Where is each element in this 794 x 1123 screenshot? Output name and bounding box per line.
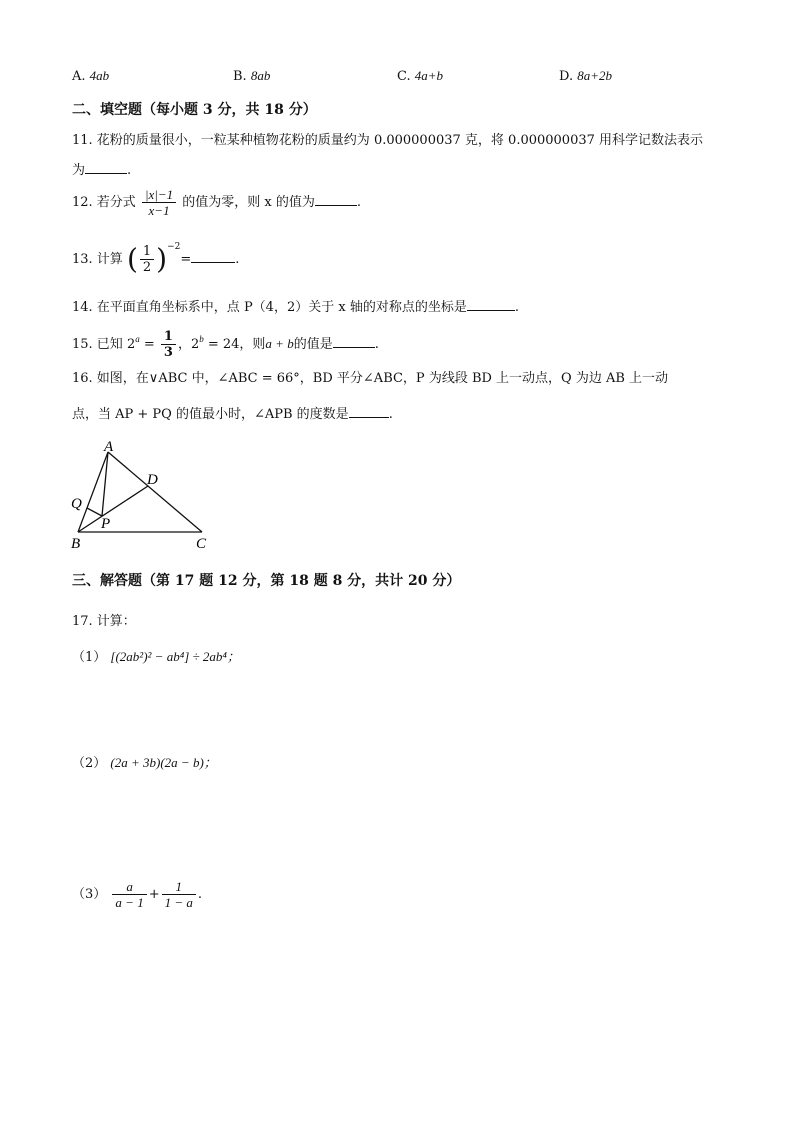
- q17-p3-f1-den: a − 1: [115, 895, 144, 910]
- q17-p3-f2-den: 1 − a: [164, 895, 193, 910]
- q12-fraction-den: x−1: [148, 203, 170, 218]
- q12-prefix: 12. 若分式: [72, 195, 136, 210]
- q17-p1-expr: [(2ab²)² − ab⁴] ÷ 2ab⁴；: [110, 649, 240, 664]
- q17-part1: [72, 650, 240, 664]
- label-a: A: [104, 440, 114, 455]
- q17-p3-plus: +: [148, 887, 160, 902]
- option-a: [72, 69, 109, 83]
- q16-line2-text: 点，当 AP + PQ 的值最小时，∠APB 的度数是: [72, 407, 349, 422]
- section-3-title: 三、解答题（第 17 题 12 分，第 18 题 8 分，共计 20 分）: [72, 573, 461, 589]
- q15-eq1: =: [139, 337, 159, 352]
- q15-eq2: = 24，则: [203, 337, 266, 352]
- option-a-letter: A.: [72, 69, 86, 84]
- q15-fraction-den: 3: [163, 345, 173, 360]
- q17-p2-label: （2）: [72, 756, 107, 771]
- label-q: Q: [71, 496, 82, 512]
- section-2-title: 二、填空题（每小题 3 分，共 18 分）: [72, 102, 317, 118]
- q17-p3-f2-num: 1: [162, 880, 196, 895]
- q15: 15. 已知 $2^a$ = $\frac{1}{3}$ ，$2^b = 24$，则a + b的值是 .: [72, 329, 379, 360]
- answer-blank: [191, 261, 235, 263]
- answer-blank: [85, 172, 127, 174]
- q15-suffix: 的值是: [293, 337, 333, 352]
- edge-ac: [108, 452, 202, 532]
- answer-blank: [315, 204, 357, 206]
- option-c-text: 4a+b: [414, 68, 444, 83]
- answer-blank: [333, 346, 375, 348]
- q12-fraction-num: |x|−1: [142, 188, 176, 203]
- q15-fraction-num: 1: [161, 330, 176, 345]
- q14: 14. 在平面直角坐标系中，点 P（4，2）关于 x 轴的对称点的坐标是 .: [72, 300, 519, 315]
- q17-title: 17. 计算：: [72, 614, 136, 629]
- q17-p3-end: .: [197, 887, 203, 902]
- q13-fraction: [140, 245, 154, 274]
- q17-part3: [72, 880, 202, 909]
- answer-blank: [467, 309, 515, 311]
- option-d-letter: D.: [559, 69, 574, 84]
- q12-fraction: [142, 188, 176, 217]
- q11-line2: 为 .: [72, 163, 132, 178]
- q16-line2: 点，当 AP + PQ 的值最小时，∠APB 的度数是 .: [72, 407, 393, 422]
- label-b: B: [71, 536, 81, 552]
- q17-part2: [72, 756, 217, 770]
- q15-exp-a: a: [135, 334, 140, 344]
- option-b: [233, 69, 270, 83]
- label-p: P: [101, 516, 111, 532]
- q16-line1: 16. 如图，在∨ABC 中，∠ABC = 66°，BD 平分∠ABC，P 为线段 BD 上一动点，Q 为边 AB 上一动: [72, 371, 669, 386]
- q17-p3-fraction1: [112, 880, 146, 909]
- q17-p3-label: （3）: [72, 887, 107, 902]
- q15-fraction: [161, 330, 176, 359]
- q13-fraction-den: 2: [142, 260, 152, 275]
- q17-p3-fraction2: [162, 880, 196, 909]
- option-b-letter: B.: [233, 69, 247, 84]
- q12-suffix: 的值为零，则 x 的值为: [182, 195, 315, 210]
- q17-p2-expr: (2a + 3b)(2a − b)；: [110, 755, 217, 770]
- q13-fraction-num: 1: [140, 245, 154, 260]
- q15-mid: ，2: [177, 337, 200, 352]
- option-c-letter: C.: [397, 69, 411, 84]
- q17-p3-f1-num: a: [112, 880, 146, 895]
- q13-right-paren: ): [156, 242, 168, 276]
- q13: 13. 计算 ( $\frac{1}{2}$ )$^{-2}$= .: [72, 242, 240, 276]
- q12: 12. 若分式 $\frac{|x|-1}{x-1}$ 的值为零，则 x 的值为 .: [72, 187, 362, 218]
- option-d: [559, 69, 612, 83]
- q15-ab: a + b: [265, 336, 294, 351]
- q13-prefix: 13. 计算: [72, 252, 123, 267]
- triangle-figure: [66, 440, 216, 555]
- label-d: D: [147, 472, 158, 488]
- q14-text: 14. 在平面直角坐标系中，点 P（4，2）关于 x 轴的对称点的坐标是: [72, 300, 467, 315]
- q13-eq: =: [180, 252, 192, 267]
- answer-blank: [349, 416, 389, 418]
- q13-left-paren: (: [126, 242, 138, 276]
- option-b-text: 8ab: [250, 68, 271, 83]
- q11-line1: 11. 花粉的质量很小，一粒某种植物花粉的质量约为 0.000000037 克，将 0.000000037 用科学记数法表示: [72, 133, 704, 148]
- option-d-text: 8a+2b: [577, 68, 613, 83]
- segment-pq: [87, 508, 102, 516]
- q15-exp-b: b: [199, 334, 204, 344]
- option-c: [397, 69, 443, 83]
- q13-exponent: −2: [167, 242, 181, 252]
- option-a-text: 4ab: [89, 68, 110, 83]
- q11-line2-text: 为: [72, 163, 86, 178]
- label-c: C: [196, 536, 207, 552]
- q15-prefix: 15. 已知 2: [72, 337, 136, 352]
- q17-p1-label: （1）: [72, 650, 107, 665]
